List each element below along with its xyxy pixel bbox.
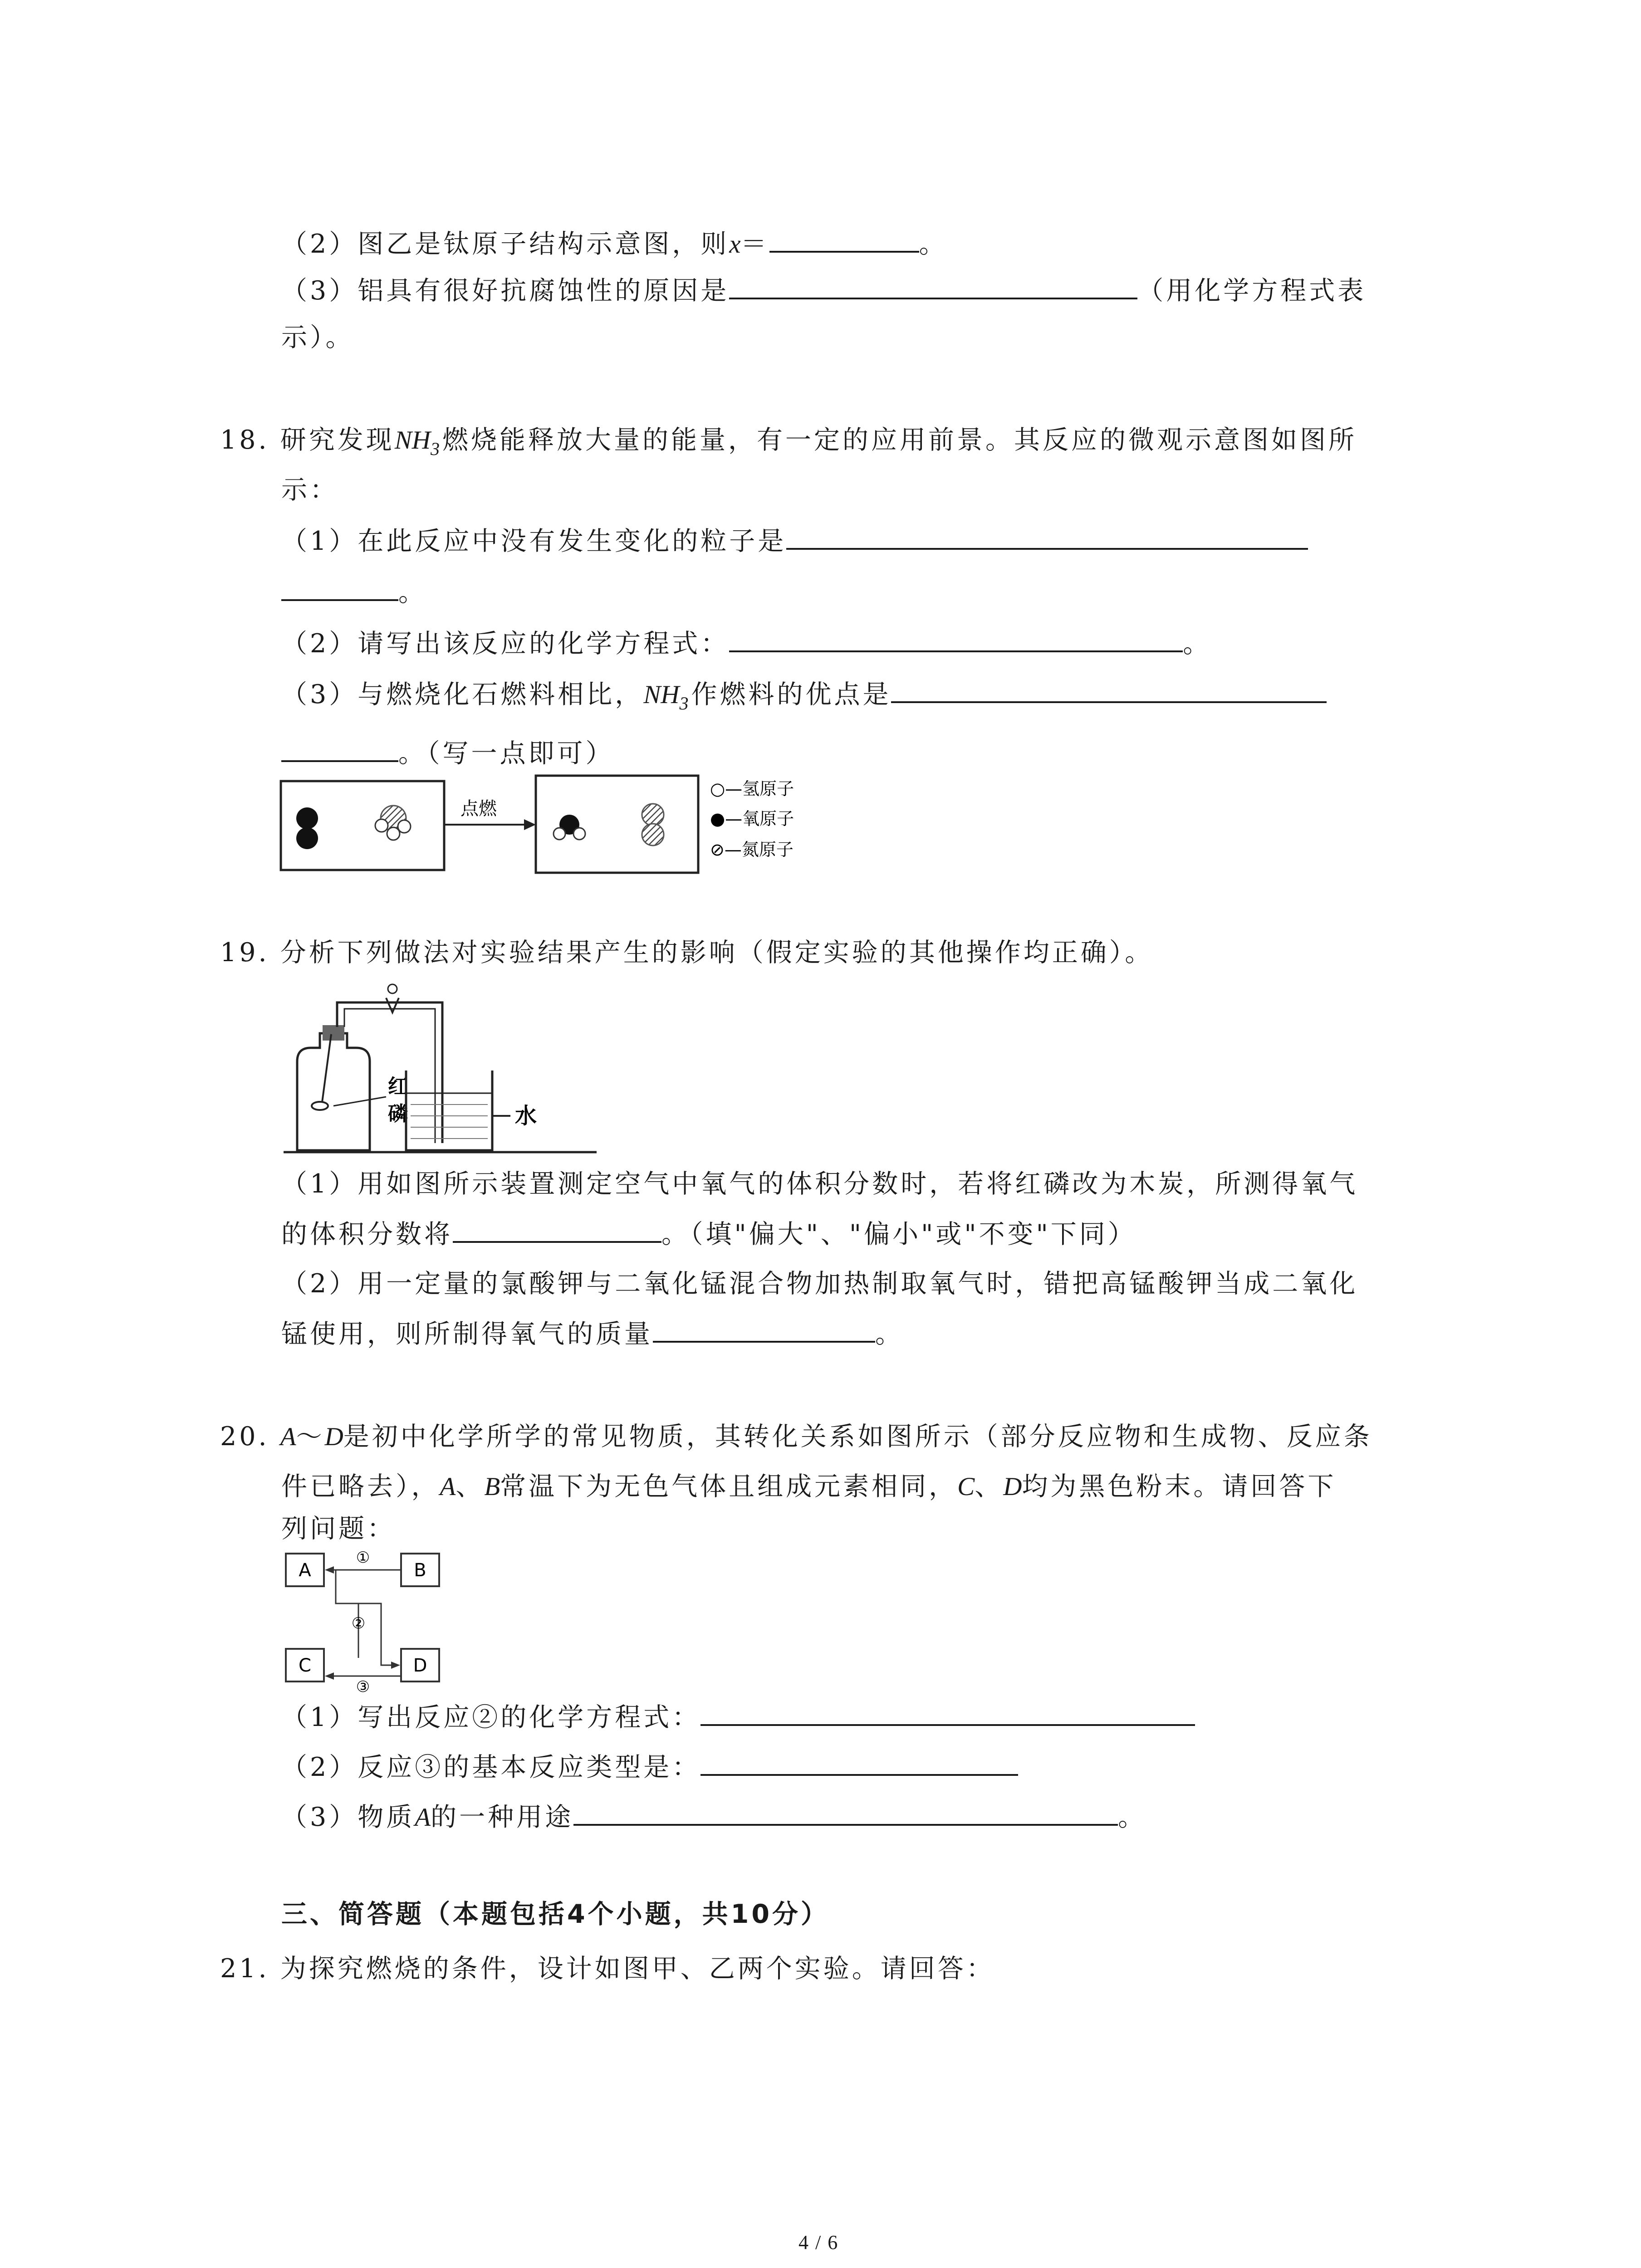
q20-part1: （1）写出反应②的化学方程式：: [281, 1699, 1195, 1735]
label-phosphorus: 磷: [388, 1102, 408, 1125]
reaction-diagram: [279, 771, 823, 880]
conversion-diagram: [281, 1545, 454, 1694]
q18-part3: （3）与燃烧化石燃料相比，$NH_3$作燃料的优点是: [281, 676, 1327, 722]
hydrogen-atom: [375, 819, 388, 832]
nitrogen-molecule-atom: [642, 804, 664, 826]
label-3: ③: [356, 1678, 370, 1694]
answer-blank[interactable]: [700, 1699, 1195, 1726]
hydrogen-atom: [387, 827, 400, 840]
clamp-icon: [388, 984, 397, 993]
answer-blank[interactable]: [653, 1315, 875, 1343]
q18-stem: 18. 研究发现$NH_3$燃烧能释放大量的能量，有一定的应用前景。其反应的微观示意图如图所: [220, 425, 1357, 459]
q18-stem-cont: 示：: [281, 475, 338, 505]
label-water: 水: [515, 1103, 537, 1129]
legend-hydrogen: ○—氢原子: [710, 779, 794, 799]
q18-part1-cont: 。: [281, 574, 427, 611]
answer-blank[interactable]: [281, 735, 398, 762]
section-title: 三、简答题（本题包括4个小题，共10分）: [281, 1899, 829, 1929]
q17-part3-cont: 示）。: [281, 323, 354, 352]
q20-part2: （2）反应③的基本反应类型是：: [281, 1749, 1018, 1785]
hydrogen-atom: [554, 828, 565, 840]
q20-stem: 20. A～D是初中化学所学的常见物质，其转化关系如图所示（部分反应物和生成物、反应条: [220, 1422, 1372, 1452]
arrow-head-icon: [325, 1566, 334, 1574]
svg-text:C: C: [299, 1655, 311, 1676]
label-leader: [333, 1097, 386, 1106]
answer-blank[interactable]: [769, 225, 919, 253]
spring-clamp: [386, 998, 399, 1012]
q21-stem: 21. 为探究燃烧的条件，设计如图甲、乙两个实验。请回答：: [220, 1954, 995, 1984]
q17-part2: （2）图乙是钛原子结构示意图，则x＝ 。: [281, 225, 948, 263]
oxygen-molecule-atom: [296, 827, 318, 849]
q17-part3: （3）铝具有很好抗腐蚀性的原因是 （用化学方程式表: [281, 272, 1366, 309]
legend-nitrogen: ⊘—氮原子: [710, 840, 794, 860]
answer-blank[interactable]: [729, 272, 1137, 299]
answer-blank[interactable]: [453, 1216, 661, 1243]
q19-part2: （2）用一定量的氯酸钾与二氧化锰混合物加热制取氧气时，错把高锰酸钾当成二氧化: [281, 1269, 1358, 1299]
nitrogen-molecule-atom: [642, 824, 664, 846]
flask: [297, 1033, 370, 1150]
q19-part1-cont: 的体积分数将 。（填"偏大"、"偏小"或"不变"下同）: [281, 1216, 1136, 1252]
answer-blank[interactable]: [700, 1749, 1018, 1776]
legend-oxygen: ●—氧原子: [710, 809, 794, 829]
answer-blank[interactable]: [891, 676, 1327, 703]
q19-part1: （1）用如图所示装置测定空气中氧气的体积分数时，若将红磷改为木炭，所测得氧气: [281, 1169, 1358, 1199]
answer-blank[interactable]: [573, 1799, 1118, 1826]
svg-text:A: A: [299, 1560, 311, 1581]
q20-stem-cont: 件已略去），A、B常温下为无色气体且组成元素相同，C、D均为黑色粉末。请回答下: [281, 1471, 1337, 1501]
q19-stem: 19. 分析下列做法对实验结果产生的影响（假定实验的其他操作均正确）。: [220, 938, 1154, 968]
label-1: ①: [356, 1549, 370, 1567]
q18-part1: （1）在此反应中没有发生变化的粒子是: [281, 523, 1308, 559]
stopper: [323, 1025, 344, 1041]
answer-blank[interactable]: [729, 625, 1183, 652]
q18-part2: （2）请写出该反应的化学方程式： 。: [281, 625, 1211, 662]
arrow-head-icon: [524, 819, 536, 830]
combustion-spoon: [322, 1034, 331, 1102]
label-2: ②: [351, 1614, 366, 1633]
page-number: 4 / 6: [798, 2231, 839, 2253]
oxygen-apparatus-diagram: [279, 980, 606, 1157]
spoon-bowl: [312, 1102, 328, 1110]
q18-part3-cont: 。（写一点即可）: [281, 735, 614, 772]
q20-part3: （3）物质A的一种用途 。: [281, 1799, 1146, 1836]
oxygen-molecule-atom: [296, 807, 318, 829]
svg-text:D: D: [413, 1655, 427, 1676]
label-red: 红: [388, 1075, 408, 1098]
answer-blank[interactable]: [281, 574, 398, 601]
svg-text:B: B: [414, 1560, 426, 1581]
arrow-head-icon: [325, 1672, 334, 1680]
q20-stem-cont2: 列问题：: [281, 1514, 396, 1544]
q19-part2-cont: 锰使用，则所制得氧气的质量 。: [281, 1315, 904, 1352]
hydrogen-atom: [573, 828, 585, 840]
arrow-label: 点燃: [460, 798, 497, 819]
answer-blank[interactable]: [786, 523, 1308, 550]
arrow-head-icon: [391, 1662, 400, 1669]
